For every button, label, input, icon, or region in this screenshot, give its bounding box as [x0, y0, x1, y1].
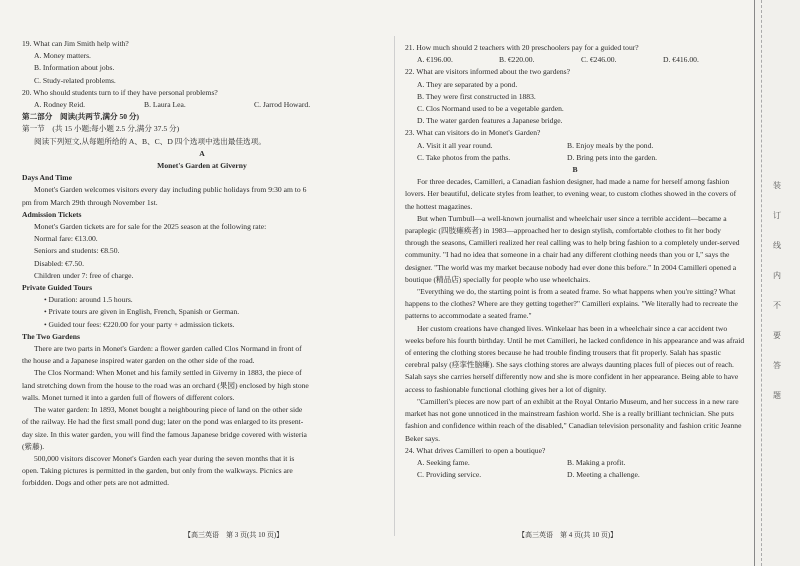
- q22-option-c: C. Clos Normand used to be a vegetable garden.: [417, 104, 564, 114]
- q23-option-a: A. Visit it all year round.: [417, 140, 493, 150]
- gardens-line-7: of the railway. He had the first small pond dug; later on the pond was enlarged to its present-: [22, 417, 304, 427]
- q24-option-c: C. Providing service.: [417, 470, 482, 480]
- binding-char: 题: [773, 391, 781, 400]
- q20-option-c: C. Jarrod Howard.: [254, 100, 311, 110]
- fare-seniors: Seniors and students: €8.50.: [34, 246, 120, 256]
- fare-children: Children under 7: free of charge.: [34, 270, 134, 280]
- gardens-line-8: day size. In this water garden, you will find the famous Japanese bridge covered with wisteria: [22, 429, 307, 439]
- passage-b-paragraph-3: "Everything we do, the starting point is from a seated frame. So what happens when you're sitting? What happens to the clothes? Where are they getting together?" Camilleri explains. "We literally had to recreate the patterns to accommodate a seated frame.": [405, 287, 738, 321]
- instruction: 阅读下列短文,从每题所给的 A、B、C、D 四个选项中选出最佳选项。: [34, 136, 266, 146]
- passage-b-paragraph-5: "Camilleri's pieces are now part of an exhibit at the Royal Ontario Museum, and her success in a new rare market has not gone unnoticed in the mainstream fashion world. She is a really brilliant technician. She puts fashion and confidence within reach of the disabled," Canadian television personality and fashion critic Jeanne Beker says.: [405, 396, 742, 443]
- binding-dashed-line: [761, 0, 762, 566]
- right-column: [405, 0, 745, 481]
- gardens-line-12: forbidden. Dogs and other pets are not admitted.: [22, 478, 169, 488]
- q19-option-b: B. Information about jobs.: [34, 63, 115, 73]
- gardens-heading: The Two Gardens: [22, 331, 80, 341]
- gardens-line-5: walls. Monet turned it into a garden full of flowers of different colors.: [22, 392, 235, 402]
- gardens-line-9: (紫藤).: [22, 441, 45, 451]
- part-two-heading: 第二部分 阅读(共两节,满分 50 分): [22, 112, 140, 122]
- passage-letter-a: A: [199, 148, 205, 158]
- q21-options: [405, 54, 745, 66]
- q24-option-d: D. Meeting a challenge.: [567, 470, 640, 480]
- gardens-line-2: the house and a Japanese inspired water garden on the other side of the road.: [22, 356, 255, 366]
- gardens-line-4: land stretching down from the house to the road was an orchard (果园) enclosed by high stone: [22, 380, 309, 390]
- gardens-line-3: The Clos Normand: When Monet and his family settled in Giverny in 1883, the piece of: [34, 368, 302, 378]
- q21-option-b: B. €220.00.: [499, 55, 535, 65]
- q21-option-c: C. €246.00.: [581, 55, 617, 65]
- tour-fees: • Guided tour fees: €220.00 for your party + admission tickets.: [44, 319, 235, 329]
- question-20: 20. Who should students turn to if they have personal problems?: [22, 87, 218, 97]
- fare-normal: Normal fare: €13.00.: [34, 234, 98, 244]
- passage-b-paragraph-4: Her custom creations have changed lives. Winkelaar has been in a wheelchair since a car accident two weeks before his fourth birthday. Until he met Camilleri, he lacked confidence in his appearance and was afraid of entering the clothing stores because he had trouble finding trousers that fit properly. Salah has spastic cerebral palsy (痉挛性脑瘫). She says clothing stores are always daunting places full of pieces out of reach. Salah says she carries herself differently now and she is more confident in her appearance. Being able to have access to fashionable functional clothing gives her a lot of dignity.: [405, 323, 745, 394]
- q24-option-a: A. Seeking fame.: [417, 457, 470, 467]
- q24-option-b: B. Making a profit.: [567, 457, 626, 467]
- binding-char: 要: [773, 331, 781, 340]
- q22-option-a: A. They are separated by a pond.: [417, 79, 518, 89]
- q19-option-c: C. Study-related problems.: [34, 75, 116, 85]
- passage-letter-b: B: [572, 165, 578, 175]
- binding-char: 不: [773, 301, 781, 310]
- tour-duration: • Duration: around 1.5 hours.: [44, 295, 133, 305]
- binding-char: 订: [773, 211, 781, 220]
- fare-disabled: Disabled: €7.50.: [34, 258, 84, 268]
- gardens-line-1: There are two parts in Monet's Garden: a flower garden called Clos Normand in front of: [34, 344, 302, 354]
- q20-options: [22, 99, 382, 111]
- q22-option-d: D. The water garden features a Japanese bridge.: [417, 116, 563, 126]
- passage-b-paragraph-2: But when Turnbull—a well-known journalist and wheelchair user since a terrible accident—became a paraplegic (四肢瘫痪者) in 1983—approached her to design stylish, comfortable clothes to fit her body through the seasons, Camilleri realized her real calling was to help bring fashion to a completely under-served community. "I had no idea that someone in a chair had any different clothing needs than you or I," says the designer. "The world was my market because nobody had ever done this before." In 2004 Camilleri opened a boutique (精品店) specially for people who use wheelchairs.: [405, 213, 740, 284]
- question-22: 22. What are visitors informed about the two gardens?: [405, 67, 570, 77]
- column-divider: [394, 36, 395, 536]
- tickets-heading: Admission Tickets: [22, 209, 82, 219]
- q24-options-ab: [405, 457, 745, 469]
- tickets-intro: Monet's Garden tickets are for sale for the 2025 season at the following rate:: [34, 222, 267, 232]
- binding-char: 线: [773, 241, 781, 250]
- passage-title: Monet's Garden at Giverny: [157, 161, 247, 171]
- question-19: 19. What can Jim Smith help with?: [22, 39, 129, 48]
- tours-heading: Private Guided Tours: [22, 283, 93, 293]
- binding-margin: [754, 0, 800, 566]
- left-column: [22, 0, 382, 490]
- question-24: 24. What drives Camilleri to open a boutique?: [405, 445, 546, 455]
- page-footer-left: 【高三英语 第 3 页(共 10 页)】: [184, 531, 284, 539]
- gardens-line-10: 500,000 visitors discover Monet's Garden each year during the seven months that it is: [34, 453, 295, 463]
- q24-options-cd: [405, 469, 745, 481]
- section-one-heading: 第一节 (共 15 小题;每小题 2.5 分,满分 37.5 分): [22, 124, 180, 134]
- days-heading: Days And Time: [22, 173, 72, 183]
- gardens-line-6: The water garden: In 1893, Monet bought a neighbouring piece of land on the other side: [34, 405, 303, 415]
- days-line-1: Monet's Garden welcomes visitors every day including public holidays from 9:30 am to 6: [34, 185, 307, 195]
- q23-options-cd: [405, 152, 745, 164]
- q20-option-a: A. Rodney Reid.: [34, 100, 86, 110]
- days-line-2: pm from March 29th through November 1st.: [22, 197, 158, 207]
- q21-option-d: D. €416.00.: [663, 55, 699, 65]
- page-footer-right: 【高三英语 第 4 页(共 10 页)】: [518, 531, 618, 539]
- q20-option-b: B. Laura Lea.: [144, 100, 186, 110]
- binding-char: 装: [773, 181, 781, 190]
- binding-char: 答: [773, 361, 781, 370]
- q23-option-d: D. Bring pets into the garden.: [567, 152, 658, 162]
- q23-option-c: C. Take photos from the paths.: [417, 152, 511, 162]
- tour-languages: • Private tours are given in English, French, Spanish or German.: [44, 307, 240, 317]
- q19-option-a: A. Money matters.: [34, 51, 91, 61]
- binding-char: 内: [773, 271, 781, 280]
- q23-options-ab: [405, 140, 745, 152]
- passage-b-paragraph-1: For three decades, Camilleri, a Canadian fashion designer, had made a name for herself among fashion lovers. Her beautiful, delicate styles from leather, to evening wear, to custom clothes showed in the covers of the hottest magazines.: [405, 177, 737, 211]
- q21-option-a: A. €196.00.: [417, 55, 453, 65]
- question-23: 23. What can visitors do in Monet's Garden?: [405, 128, 541, 138]
- binding-notice: [773, 180, 781, 401]
- q22-option-b: B. They were first constructed in 1883.: [417, 91, 536, 101]
- gardens-line-11: open. Taking pictures is permitted in the garden, but only from the walkways. Picnics are: [22, 466, 293, 476]
- question-21: 21. How much should 2 teachers with 20 preschoolers pay for a guided tour?: [405, 43, 639, 52]
- q23-option-b: B. Enjoy meals by the pond.: [567, 140, 654, 150]
